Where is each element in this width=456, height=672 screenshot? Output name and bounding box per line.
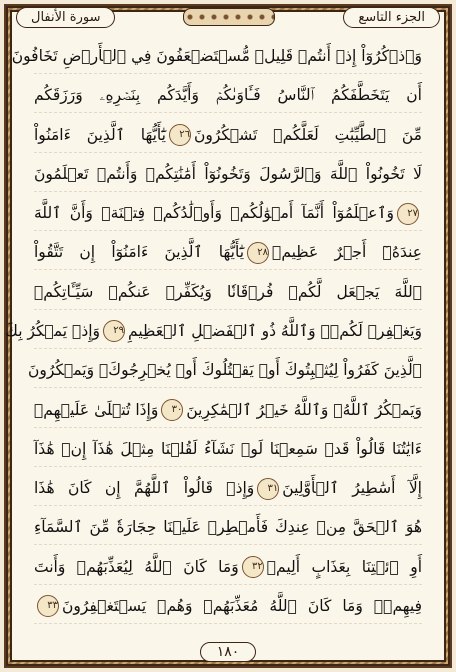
text-line <box>34 158 422 192</box>
text-line <box>34 394 422 428</box>
ayah-number-marker: ٢٦ <box>169 124 191 146</box>
verse-text: يَٰٓأَيُّهَا ٱلَّذِينَ ءَامَنُواْ <box>34 125 166 144</box>
surah-name: سورة الأنفال <box>16 7 115 28</box>
text-line <box>34 472 422 506</box>
verse-text: وَإِذۡ يَمۡكُرُ بِكَ <box>5 321 101 340</box>
verse-text: عِندَهُۥٓ أَجۡرٌ عَظِيمٞ <box>272 243 423 262</box>
verse-text: وَيَمۡكُرُ ٱللَّهُۖ وَٱللَّهُ خَيۡرُ ٱلۡمَٰكِرِينَ <box>186 400 422 419</box>
ayah-number-marker: ٢٨ <box>247 242 269 264</box>
text-line <box>34 236 422 270</box>
ayah-number-marker: ٣٢ <box>242 556 264 578</box>
verse-text: ٱلَّذِينَ كَفَرُواْ لِيُثۡبِتُوكَ أَوۡ يَقۡتُلُوكَ أَوۡ يُخۡرِجُوكَۚ وَيَمۡكُرُونَ <box>28 361 422 380</box>
page-number: ١٨٠ <box>200 642 257 662</box>
text-line <box>34 433 422 467</box>
header-ornament-icon <box>183 8 275 26</box>
ayah-number-marker: ٢٧ <box>397 203 419 225</box>
verse-text: فِيهِمۡۚ وَمَا كَانَ ٱللَّهُ مُعَذِّبَهُمۡ وَهُمۡ يَسۡتَغۡفِرُونَ <box>62 596 422 615</box>
text-line <box>28 354 422 388</box>
text-line <box>5 315 422 349</box>
text-line <box>34 79 422 113</box>
text-line <box>34 276 422 310</box>
text-line <box>34 551 422 585</box>
page-header <box>16 2 440 32</box>
page-footer <box>0 638 456 666</box>
text-line <box>11 40 422 74</box>
verse-text: وَإِذۡ قَالُواْ ٱللَّهُمَّ إِن كَانَ هَٰذَا <box>34 479 255 498</box>
verse-text: وَإِذَا تُتۡلَىٰ عَلَيۡهِمۡ <box>34 400 159 419</box>
verse-text: هُوَ ٱلۡحَقَّ مِنۡ عِندِكَ فَأَمۡطِرۡ عَلَيۡنَا حِجَارَةٗ مِّنَ ٱلسَّمَآءِ <box>34 518 422 537</box>
text-line <box>34 590 422 624</box>
verse-text: وَمَا كَانَ ٱللَّهُ لِيُعَذِّبَهُمۡ وَأَنتَ <box>34 557 239 576</box>
ayah-number-marker: ٢٩ <box>103 320 125 342</box>
verse-text: أَن يَتَخَطَّفَكُمُ ٱلنَّاسُ فَـَٔاوَىٰكُمۡ وَأَيَّدَكُم بِنَصۡرِهِۦ وَرَزَقَكُم <box>34 86 422 105</box>
verse-text: ٱللَّهَ يَجۡعَل لَّكُمۡ فُرۡقَانٗا وَيُكَفِّرۡ عَنكُمۡ سَيِّـَٔاتِكُمۡ <box>34 282 422 301</box>
verse-text: لَا تَخُونُواْ ٱللَّهَ وَٱلرَّسُولَ وَتَخُونُوٓاْ أَمَٰنَٰتِكُمۡ وَأَنتُمۡ تَعۡلَمُونَ <box>34 164 422 183</box>
verse-text: وَٱذۡكُرُوٓاْ إِذۡ أَنتُمۡ قَلِيلٞ مُّسۡتَضۡعَفُونَ فِي ٱلۡأَرۡضِ تَخَافُونَ <box>11 47 422 65</box>
quran-text <box>5 40 423 624</box>
verse-text: ءَايَٰتُنَا قَالُواْ قَدۡ سَمِعۡنَا لَوۡ نَشَآءُ لَقُلۡنَا مِثۡلَ هَٰذَآ إِنۡ هَٰذَآ <box>34 439 422 458</box>
verse-text: مِّنَ ٱلطَّيِّبَٰتِ لَعَلَّكُمۡ تَشۡكُرُونَ <box>193 125 422 144</box>
verse-text: يَٰٓأَيُّهَا ٱلَّذِينَ ءَامَنُوٓاْ إِن تَتَّقُواْ <box>34 243 245 262</box>
text-line <box>34 197 422 231</box>
verse-text: وَٱعۡلَمُوٓاْ أَنَّمَآ أَمۡوَٰلُكُمۡ وَأَوۡلَٰدُكُمۡ فِتۡنَةٞ وَأَنَّ ٱللَّهَ <box>34 204 394 223</box>
verse-text: إِلَّآ أَسَٰطِيرُ ٱلۡأَوَّلِينَ <box>282 479 422 498</box>
verse-text: وَيَغۡفِرۡ لَكُمۡۗ وَٱللَّهُ ذُو ٱلۡفَضۡلِ ٱلۡعَظِيمِ <box>128 321 422 340</box>
ayah-number-marker: ٣١ <box>257 478 279 500</box>
verse-text: أَوِ ٱئۡتِنَا بِعَذَابٍ أَلِيمٖ <box>266 557 422 576</box>
ayah-number-marker: ٣٠ <box>161 399 183 421</box>
text-line <box>34 119 422 153</box>
ayah-number-marker: ٣٣ <box>37 595 59 617</box>
juz-name: الجزء التاسع <box>343 7 440 28</box>
text-line <box>34 511 422 545</box>
